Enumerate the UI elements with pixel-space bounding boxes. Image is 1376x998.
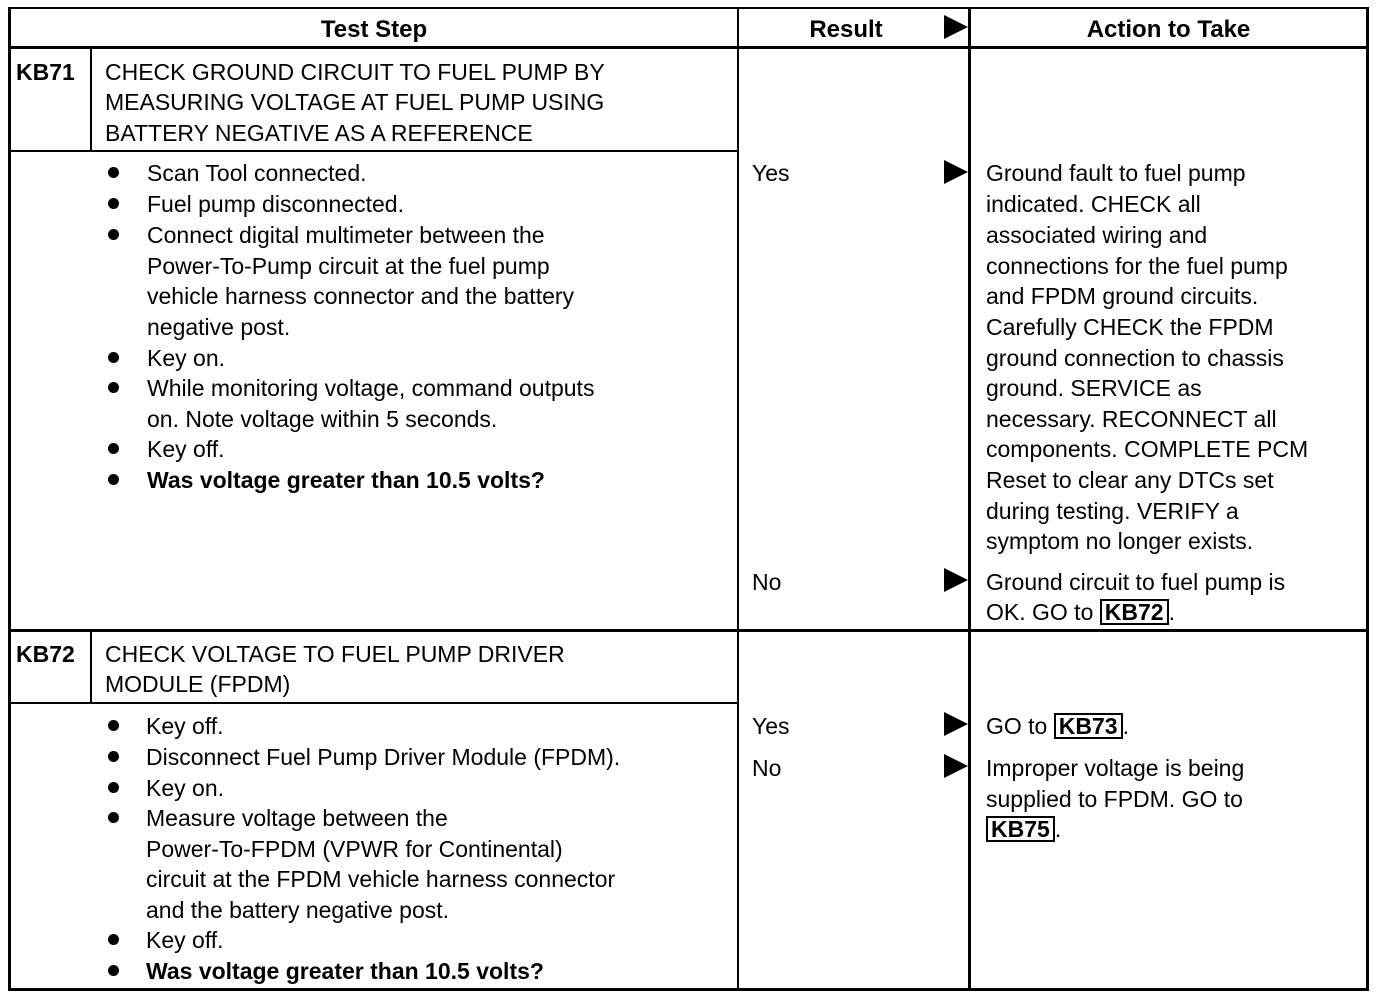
- action-line: ground. SERVICE as: [986, 375, 1202, 401]
- action-line: ground connection to chassis: [986, 345, 1284, 371]
- bullet-icon: [108, 352, 119, 363]
- bullet-question: Was voltage greater than 10.5 volts?: [147, 467, 545, 493]
- action-line: Ground circuit to fuel pump is: [986, 569, 1286, 595]
- result-no: No: [752, 755, 782, 781]
- action-line: Reset to clear any DTCs set: [986, 467, 1274, 493]
- kb71-code-divider: [90, 48, 92, 152]
- bullet-text: While monitoring voltage, command outputs: [147, 375, 595, 401]
- step-title-line: BATTERY NEGATIVE AS A REFERENCE: [105, 120, 533, 146]
- bullet-text: vehicle harness connector and the battery: [147, 283, 575, 309]
- result-yes: Yes: [752, 160, 790, 186]
- action-goto-line: [986, 597, 1175, 628]
- result-arrow-icon: [944, 712, 968, 736]
- action-line: necessary. RECONNECT all: [986, 406, 1277, 432]
- bullet-text: Power-To-Pump circuit at the fuel pump: [147, 253, 550, 279]
- bullet-text: Disconnect Fuel Pump Driver Module (FPDM).: [146, 744, 621, 770]
- action-line: during testing. VERIFY a: [986, 498, 1239, 524]
- bullet-icon: [108, 751, 119, 762]
- bullet-text: Connect digital multimeter between the: [147, 222, 545, 248]
- action-line: Ground fault to fuel pump: [986, 160, 1246, 186]
- bullet-text: Measure voltage between the: [146, 805, 448, 831]
- step-title-line: MEASURING VOLTAGE AT FUEL PUMP USING: [105, 89, 605, 115]
- action-line: indicated. CHECK all: [986, 191, 1201, 217]
- bullet-icon: [108, 782, 119, 793]
- bullet-icon: [108, 474, 119, 485]
- table-border-left: [8, 7, 11, 991]
- bullet-text: Key on.: [146, 775, 224, 801]
- step-title-line: CHECK GROUND CIRCUIT TO FUEL PUMP BY: [105, 59, 605, 85]
- step-code: KB71: [16, 59, 75, 85]
- goto-suffix: .: [1168, 599, 1175, 625]
- bullet-text: Scan Tool connected.: [147, 160, 367, 186]
- bullet-text: Fuel pump disconnected.: [147, 191, 404, 217]
- bullet-icon: [108, 812, 119, 823]
- bullet-icon: [108, 720, 119, 731]
- bullet-icon: [108, 965, 119, 976]
- result-arrow-icon: [944, 568, 968, 592]
- goto-kb72-link[interactable]: KB72: [1100, 599, 1169, 625]
- bullet-text: Key off.: [146, 713, 224, 739]
- result-no: No: [752, 569, 782, 595]
- bullet-text: negative post.: [147, 314, 291, 340]
- action-line: Improper voltage is being: [986, 755, 1245, 781]
- kb71-title-underline: [8, 150, 738, 152]
- result-arrow-icon: [944, 754, 968, 778]
- bullet-icon: [108, 167, 119, 178]
- bullet-text: Key off.: [147, 436, 225, 462]
- column-divider-result: [737, 7, 739, 991]
- action-goto-line: [986, 711, 1129, 742]
- bullet-text: Power-To-FPDM (VPWR for Continental): [146, 836, 563, 862]
- kb72-code-divider: [90, 631, 92, 704]
- step-title-line: MODULE (FPDM): [105, 671, 291, 697]
- bullet-text: Key on.: [147, 345, 225, 371]
- goto-kb75-link[interactable]: KB75: [986, 816, 1055, 842]
- header-arrow-icon: [944, 15, 968, 39]
- action-line: associated wiring and: [986, 222, 1208, 248]
- bullet-icon: [108, 198, 119, 209]
- action-line: supplied to FPDM. GO to: [986, 786, 1243, 812]
- header-result: Result: [809, 16, 883, 43]
- header-test-step: Test Step: [320, 16, 428, 43]
- bullet-text: circuit at the FPDM vehicle harness connector: [146, 866, 616, 892]
- goto-prefix: OK. GO to: [986, 599, 1094, 625]
- action-goto-line: [986, 814, 1061, 845]
- column-divider-action: [968, 7, 971, 991]
- header-divider: [8, 46, 1369, 49]
- table-border-right: [1366, 7, 1369, 991]
- row-divider: [8, 629, 1369, 632]
- bullet-icon: [108, 443, 119, 454]
- action-line: connections for the fuel pump: [986, 253, 1288, 279]
- result-yes: Yes: [752, 713, 790, 739]
- action-line: Carefully CHECK the FPDM: [986, 314, 1274, 340]
- header-action: Action to Take: [1086, 16, 1251, 43]
- bullet-text: on. Note voltage within 5 seconds.: [147, 406, 498, 432]
- goto-prefix: GO to: [986, 713, 1048, 739]
- step-title-line: CHECK VOLTAGE TO FUEL PUMP DRIVER: [105, 641, 565, 667]
- result-arrow-icon: [944, 160, 968, 184]
- bullet-icon: [108, 229, 119, 240]
- goto-suffix: .: [1122, 713, 1129, 739]
- table-border-top: [8, 7, 1369, 9]
- bullet-question: Was voltage greater than 10.5 volts?: [146, 958, 544, 984]
- goto-suffix: .: [1054, 816, 1062, 842]
- bullet-icon: [108, 382, 119, 393]
- bullet-icon: [108, 934, 119, 945]
- bullet-text: and the battery negative post.: [146, 897, 450, 923]
- bullet-text: Key off.: [146, 927, 224, 953]
- kb72-title-underline: [8, 702, 738, 704]
- table-border-bottom: [8, 988, 1369, 991]
- action-line: and FPDM ground circuits.: [986, 283, 1259, 309]
- action-line: components. COMPLETE PCM: [986, 436, 1309, 462]
- step-code: KB72: [16, 641, 75, 667]
- goto-kb73-link[interactable]: KB73: [1054, 713, 1123, 739]
- action-line: symptom no longer exists.: [986, 528, 1254, 554]
